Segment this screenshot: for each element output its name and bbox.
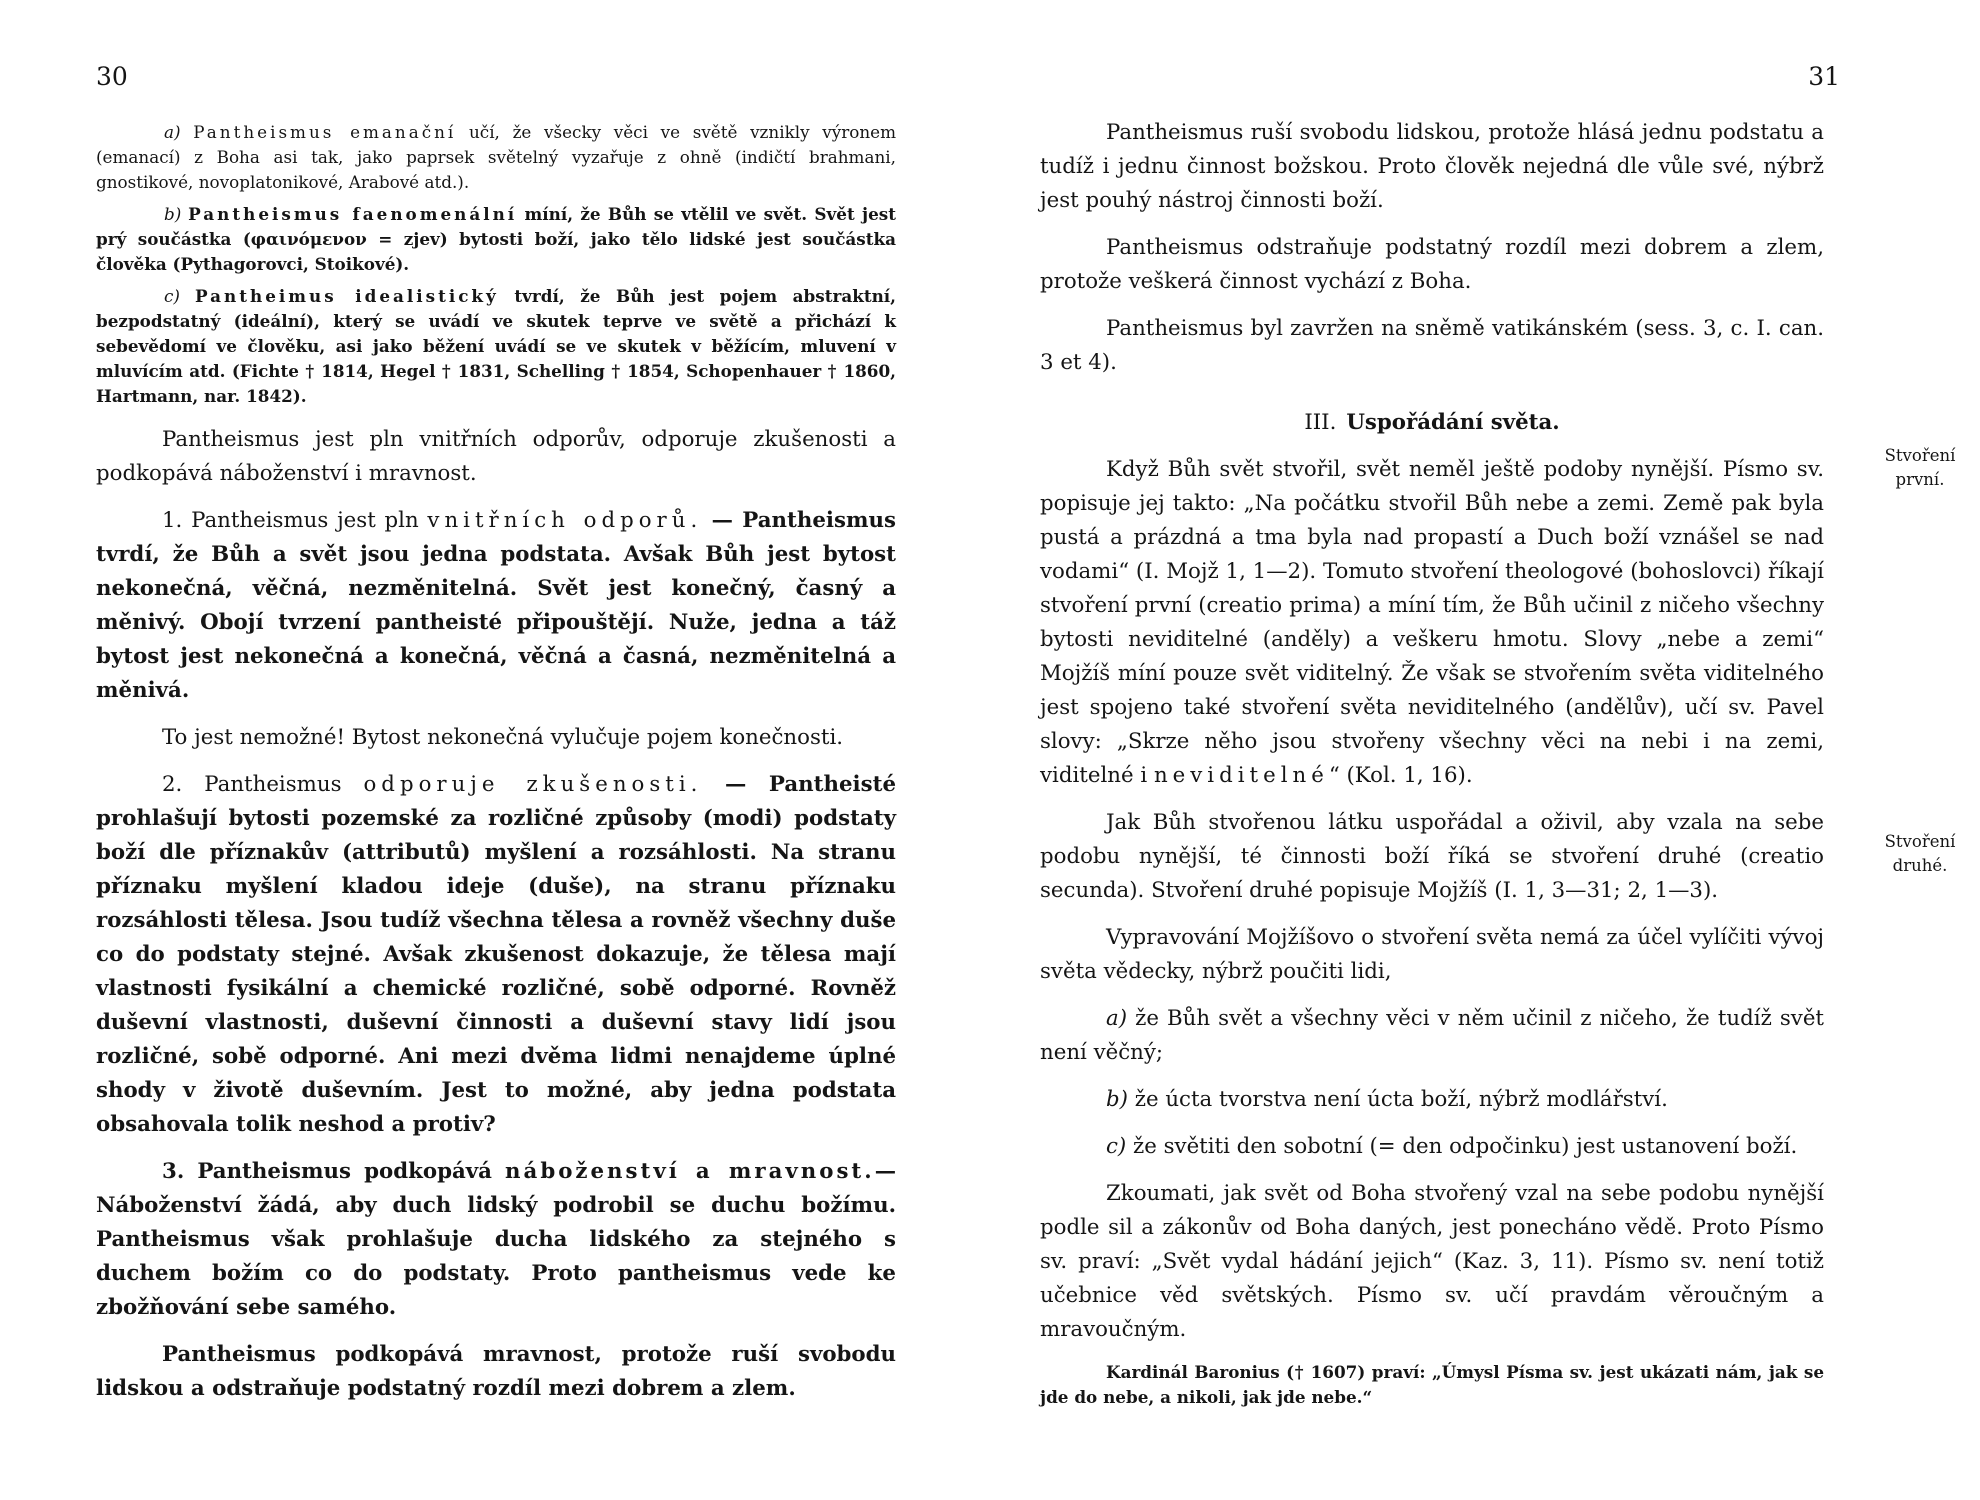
impossible-paragraph: To jest nemožné! Bytost nekonečná vylučuje pojem konečnosti.: [162, 725, 844, 750]
paragraph-text: učí, že všecky věci ve světě vznikly výronem (emanací) z Boha asi tak, jako paprsek světelný vyzařuje z ohně (indičtí brahmani, gnostikové, novoplatonikové, Arabové atd.).: [96, 122, 896, 192]
list-item-b: [1040, 1083, 1824, 1117]
science-paragraph: Zkoumati, jak svět od Boha stvořený vzal na sebe podobu nynější podle sil a zákonův od Boha daných, jest ponecháno vědě. Proto Písmo sv. praví: „Svět vydal hádání jejich“ (Kaz. 3, 11). Písmo sv. není totiž učebnice věd světských. Písmo sv. učí pravdám věroučným a mravoučným.: [1040, 1181, 1824, 1342]
spaced-term: Pantheimus idealistický: [195, 286, 499, 306]
footnote: [1040, 1360, 1824, 1410]
type-phenomenal-paragraph: [96, 202, 896, 277]
item-text: že světiti den sobotní (= den odpočinku) jest ustanovení boží.: [1126, 1134, 1798, 1159]
page-number-right: 31: [1808, 62, 1840, 91]
point-lead: 2. Pantheismus: [162, 772, 364, 797]
freedom-paragraph: Pantheismus ruší svobodu lidskou, protože hlásá jednu podstatu a tudíž i jednu činnost božskou. Proto člověk nejedná dle vůle své, nýbrž jest pouhý nástroj činnosti boží.: [1040, 120, 1824, 213]
first-creation-paragraph: [1040, 453, 1824, 793]
item-label: b): [1106, 1087, 1128, 1112]
second-creation-paragraph: Jak Bůh stvořenou látku uspořádal a oživil, aby vzala na sebe podobu nynější, té činnosti boží říká se stvoření druhé (creatio secunda). Stvoření druhé popisuje Mojžíš (I. 1, 3—31; 2, 1—3).: [1040, 810, 1824, 903]
pantheism-types: [96, 120, 896, 409]
baronius-quote: Kardinál Baronius († 1607) praví: „Úmysl Písma sv. jest ukázati nám, jak se jde do nebe, a nikoli, jak jde nebe.“: [1040, 1362, 1824, 1407]
marginal-note-first-creation: Stvoření první.: [1884, 446, 1956, 489]
good-evil-paragraph: Pantheismus odstraňuje podstatný rozdíl mezi dobrem a zlem, protože veškerá činnost vychází z Boha.: [1040, 235, 1824, 294]
creation-section: [1040, 453, 1824, 1347]
section-number: III.: [1304, 410, 1337, 435]
spaced-term: Pantheismus emanační: [193, 122, 457, 142]
point-3-paragraph: [96, 1155, 896, 1325]
spaced-term: vnitřních odporů.: [427, 508, 703, 533]
paragraph-text: — Pantheismus tvrdí, že Bůh a svět jsou jedna podstata. Avšak Bůh jest bytost nekonečná, věčná, nezměnitelná. Svět jest konečný, časný a měnivý. Obojí tvrzení pantheisté připouštějí. Nuže, jedna a táž bytost jest nekonečná a konečná, věčná a časná, nezměnitelná a měnivá.: [96, 508, 896, 703]
item-label: c): [164, 286, 180, 306]
spaced-term: Pantheismus faenomenální: [188, 204, 518, 224]
moses-account-paragraph: Vypravování Mojžíšovo o stvoření světa nemá za účel vylíčiti vývoj světa vědecky, nýbrž poučiti lidi,: [1040, 925, 1824, 984]
point-lead: 3. Pantheismus podkopává: [162, 1159, 506, 1184]
item-text: že Bůh svět a všechny věci v něm učinil z ničeho, že tudíž svět není věčný;: [1040, 1006, 1824, 1065]
item-label: b): [164, 204, 182, 224]
point-1-paragraph: [96, 504, 896, 708]
type-emanation-paragraph: [96, 120, 896, 195]
point-lead: 1. Pantheismus jest pln: [162, 508, 428, 533]
list-item-c: [1040, 1130, 1824, 1164]
spaced-term: odporuje zkušenosti.: [363, 772, 703, 797]
item-text: že úcta tvorstva není úcta boží, nýbrž modlářství.: [1127, 1087, 1668, 1112]
item-label: a): [1106, 1006, 1128, 1031]
right-page-body: [1040, 116, 1824, 1410]
spaced-term: náboženství a mravnost.: [505, 1159, 875, 1184]
section-heading: [1040, 410, 1824, 435]
paragraph-text: tvrdí, že Bůh jest pojem abstraktní, bezpodstatný (ideální), který se uvádí ve skutek teprve ve světě a přichází k sebevědomí ve člověku, asi jako běžení uvádí se ve skutek v běžícím, mluvení v mluvícím atd. (Fichte † 1814, Hegel † 1831, Schelling † 1854, Schopenhauer † 1860, Hartmann, nar. 1842).: [96, 286, 896, 406]
paragraph-text: míní, že Bůh se vtělil ve svět. Svět jest prý součástka (φαινόμενον = zjev) bytosti boží, jako tělo lidské jest součástka člověka (Pythagorovci, Stoikové).: [96, 204, 896, 274]
page-number-left: 30: [96, 62, 128, 91]
type-idealistic-paragraph: [96, 284, 896, 409]
pantheism-conclusion: [1040, 116, 1824, 380]
paragraph-text: — Pantheisté prohlašují bytosti pozemské za rozličné způsoby (modi) podstaty boží dle příznakův (attributů) myšlení a rozsáhlosti. Na stranu příznaku myšlení kladou ideje (duše), na stranu příznaku rozsáhlosti tělesa. Jsou tudíž všechna tělesa a rovněž všechny duše co do podstaty stejné. Avšak zkušenost dokazuje, že tělesa mají vlastnosti fysikální a chemické rozličné, sobě odporné. Rovněž duševní vlastnosti, duševní činnosti a duševní stavy lidí jsou rozličné, sobě odporné. Ani mezi dvěma lidmi nenajdeme úplné shody v životě duševním. Jest to možné, aby jedna podstata obsahovala tolik neshod a protiv?: [96, 772, 896, 1137]
list-item-a: [1040, 1002, 1824, 1070]
item-label: c): [1106, 1134, 1127, 1159]
spaced-term: neviditelné: [1153, 763, 1329, 788]
paragraph-text: “ (Kol. 1, 16).: [1328, 763, 1473, 788]
section-title: Uspořádání světa.: [1346, 410, 1560, 435]
pantheism-critique: [96, 423, 896, 1406]
left-page-body: [96, 120, 896, 1419]
right-page: [990, 0, 1980, 1500]
intro-paragraph: Pantheismus jest pln vnitřních odporův, odporuje zkušenosti a podkopává náboženství i mravnost.: [96, 427, 896, 486]
condemnation-paragraph: Pantheismus byl zavržen na sněmě vatikánském (sess. 3, c. I. can. 3 et 4).: [1040, 316, 1824, 375]
item-label: a): [164, 122, 181, 142]
point-2-paragraph: [96, 768, 896, 1142]
paragraph-text: Když Bůh svět stvořil, svět neměl ještě podoby nynější. Písmo sv. popisuje jej takto: „Na počátku stvořil Bůh nebe a zemi. Země pak byla pustá a prázdná a tma byla nad propastí a Duch boží vznášel se nad vodami“ (I. Mojž 1, 1—2). Tomuto stvoření theologové (bohoslovci) říkají stvoření první (creatio prima) a míní tím, že Bůh učinil z ničeho všechny bytosti neviditelné (anděly) a veškeru hmotu. Slovy „nebe a zemi“ Mojžíš míní pouze svět viditelný. Že však se stvořením světa viditelného jest spojeno také stvoření světa neviditelného (andělův), učí sv. Pavel slovy: „Skrze něho jsou stvořeny všechny věci na nebi i na zemi, viditelné i: [1040, 457, 1824, 788]
paragraph-text: — Náboženství žádá, aby duch lidský podrobil se duchu božímu. Pantheismus však prohlašuje ducha lidského za stejného s duchem božím co do podstaty. Proto pantheismus vede ke zbožňování sebe samého.: [96, 1159, 896, 1320]
last-paragraph: Pantheismus podkopává mravnost, protože ruší svobodu lidskou a odstraňuje podstatný rozdíl mezi dobrem a zlem.: [96, 1342, 896, 1401]
marginal-note-second-creation: Stvoření druhé.: [1884, 832, 1956, 875]
